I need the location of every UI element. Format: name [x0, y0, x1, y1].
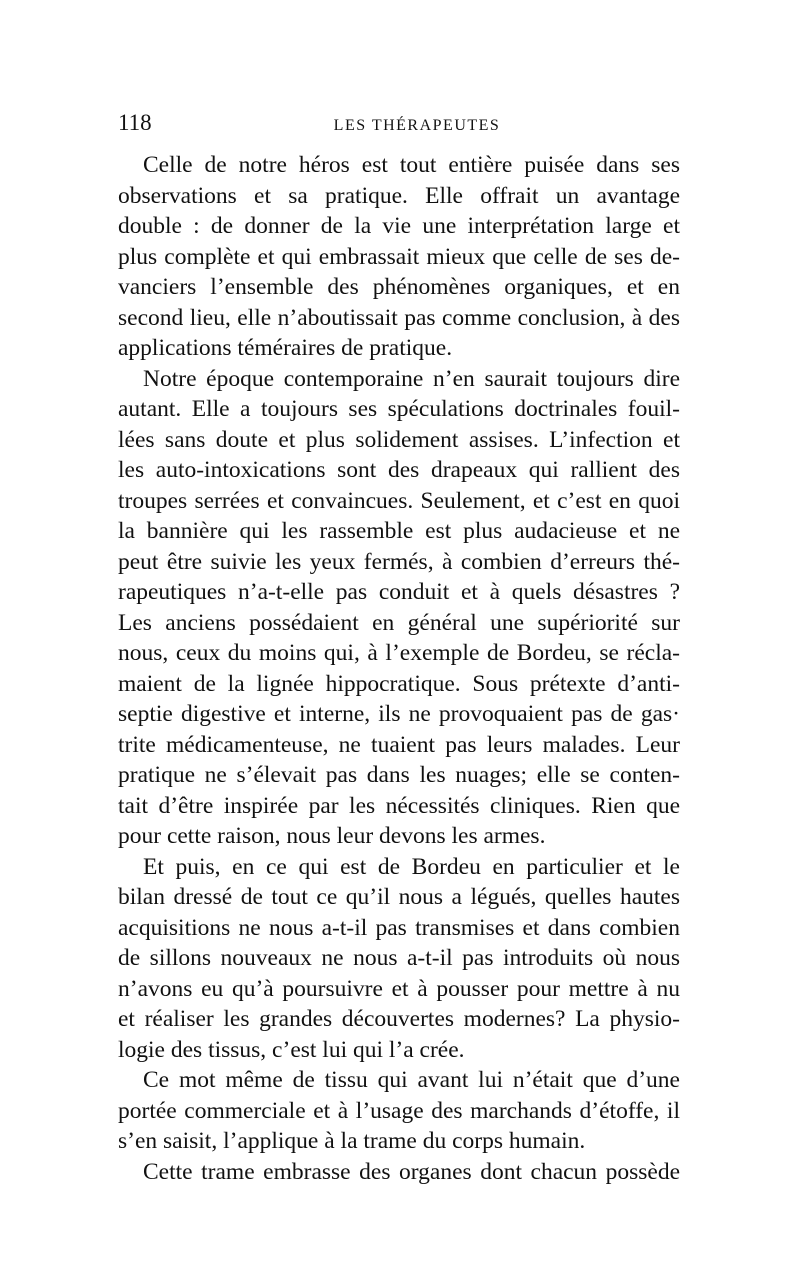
text-line: observations et sa pratique. Elle offrait un avantage	[118, 182, 680, 209]
running-title: LES THÉRAPEUTES	[333, 117, 501, 134]
text-line: double : de donner de la vie une interprétation large et	[118, 213, 680, 239]
text-line: troupes serrées et convaincues. Seulement, et c’est en quoi	[118, 487, 680, 514]
text-line: portée commerciale et à l’usage des marchands d’étoffe, il	[118, 1097, 680, 1124]
page-header	[118, 108, 680, 138]
text-line: rapeutiques n’a-t-elle pas conduit et à quels désastres ?	[118, 579, 680, 605]
text-line: s’en saisit, l’applique à la trame du corps humain.	[118, 1128, 586, 1154]
text-line: vanciers l’ensemble des phénomènes organiques, et en	[118, 274, 680, 300]
text-line: applications téméraires de pratique.	[118, 335, 453, 361]
text-line: septie digestive et interne, ils ne provoquaient pas de gas·	[118, 701, 680, 727]
text-line: Celle de notre héros est tout entière puisée dans ses	[143, 152, 680, 178]
text-line: bilan dressé de tout ce qu’il nous a légués, quelles hautes	[118, 884, 680, 910]
text-line: second lieu, elle n’aboutissait pas comme conclusion, à des	[118, 304, 680, 331]
text-line: n’avons eu qu’à poursuivre et à pousser pour mettre à nu	[118, 975, 680, 1002]
text-line: acquisitions ne nous a-t-il pas transmises et dans combien	[118, 914, 680, 941]
text-line: peut être suivie les yeux fermés, à combien d’erreurs thé-	[118, 548, 680, 575]
text-line: autant. Elle a toujours ses spéculations doctrinales fouil-	[118, 396, 680, 422]
text-line: tait d’être inspirée par les nécessités cliniques. Rien que	[118, 792, 680, 819]
body-text	[118, 150, 680, 1187]
text-line: nous, ceux du moins qui, à l’exemple de Bordeu, se récla-	[118, 640, 680, 666]
text-line: de sillons nouveaux ne nous a-t-il pas introduits où nous	[118, 945, 680, 971]
text-line: pour cette raison, nous leur devons les armes.	[118, 823, 546, 849]
text-line: Les anciens possédaient en général une supériorité sur	[118, 609, 680, 636]
page-number: 118	[118, 110, 152, 135]
text-line: et réaliser les grandes découvertes modernes? La physio-	[118, 1006, 680, 1032]
text-line: Et puis, en ce qui est de Bordeu en particulier et le	[143, 853, 680, 880]
text-line: pratique ne s’élevait pas dans les nuages; elle se conten-	[118, 762, 680, 788]
text-line: la bannière qui les rassemble est plus audacieuse et ne	[118, 518, 680, 544]
text-line: maient de la lignée hippocratique. Sous prétexte d’anti-	[118, 670, 680, 697]
text-line: Notre époque contemporaine n’en saurait toujours dire	[143, 365, 680, 392]
text-line: plus complète et qui embrassait mieux que celle de ses de-	[118, 243, 680, 270]
text-line: Cette trame embrasse des organes dont chacun possède	[143, 1158, 680, 1185]
text-line: lées sans doute et plus solidement assises. L’infection et	[118, 426, 680, 453]
text-line: trite médicamenteuse, ne tuaient pas leurs malades. Leur	[118, 731, 680, 758]
text-line: logie des tissus, c’est lui qui l’a crée.	[118, 1036, 465, 1063]
text-line: les auto-intoxications sont des drapeaux qui rallient des	[118, 457, 680, 483]
text-line: Ce mot même de tissu qui avant lui n’était que d’une	[143, 1067, 680, 1093]
